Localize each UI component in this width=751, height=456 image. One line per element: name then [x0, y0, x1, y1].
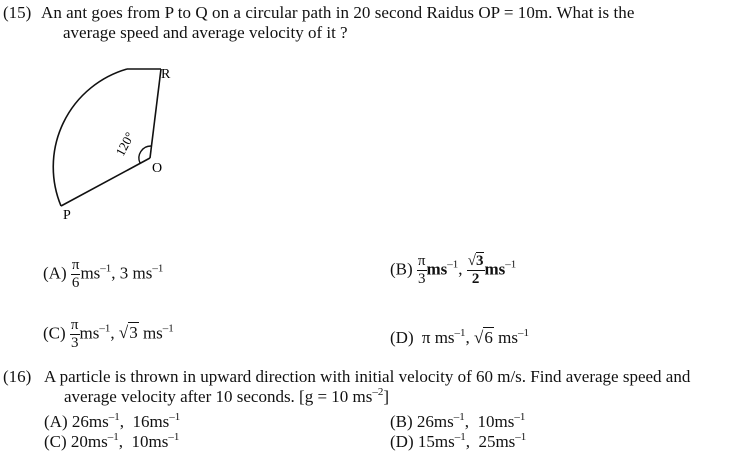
q16-option-c-label: (C) — [44, 432, 67, 451]
label-r: R — [161, 67, 171, 82]
option-b-root-num — [467, 254, 485, 271]
label-p: P — [63, 208, 71, 223]
option-c-unit1: ms — [79, 323, 100, 343]
option-d-unit2: ms — [493, 328, 518, 347]
q16-option-c-sep: , — [118, 432, 124, 451]
option-c-label: (C) — [43, 323, 66, 343]
option-a-label: (A) — [43, 263, 67, 283]
option-d-label: (D) — [390, 328, 414, 347]
sector-arc — [53, 69, 127, 206]
q16-option-a-v2: 16ms — [132, 412, 170, 431]
option-c-root — [119, 323, 139, 343]
q16-stem-line2 — [64, 386, 389, 408]
q16-option-b-v1: 26ms — [416, 412, 454, 431]
option-c-unit2: ms — [138, 323, 163, 343]
option-b-root-symbol: √ — [467, 253, 477, 269]
q15-option-c[interactable] — [43, 318, 174, 351]
q16-option-c-exp2: –1 — [168, 431, 180, 443]
option-b-fraction — [417, 254, 427, 287]
radius-op — [61, 158, 150, 206]
q16-option-a-label: (A) — [44, 412, 68, 431]
q16-option-b-exp2: –1 — [514, 411, 526, 423]
option-b-root-den: 2 — [471, 271, 480, 287]
option-d-exp2: –1 — [517, 327, 529, 339]
option-d-sep: , — [465, 328, 470, 347]
option-a-fraction-num: π — [71, 257, 80, 273]
q15-stem-line2: average speed and average velocity of it ? — [63, 23, 348, 42]
q16-option-a-v1: 26ms — [71, 412, 109, 431]
q16-option-c-v2: 10ms — [131, 432, 169, 451]
q16-option-b[interactable] — [390, 411, 525, 433]
radius-or — [150, 69, 161, 158]
option-b-exp2: –1 — [505, 258, 517, 271]
q16-stem-line2-close: ] — [383, 387, 390, 406]
option-b-sep: , — [458, 259, 463, 279]
option-d-exp1: –1 — [454, 327, 466, 339]
q15-option-d[interactable] — [390, 328, 529, 348]
sector-diagram — [30, 60, 230, 230]
q16-option-a[interactable] — [44, 411, 180, 433]
option-a-fraction — [71, 258, 81, 291]
q16-option-d-exp1: –1 — [454, 431, 466, 443]
option-a-exp1: –1 — [100, 262, 112, 275]
q15-number: (15) — [3, 3, 32, 22]
option-a-sep: , — [111, 263, 116, 283]
option-a-fraction-den: 6 — [71, 275, 80, 291]
option-b-fraction-den: 3 — [417, 271, 426, 287]
option-b-label: (B) — [390, 259, 413, 279]
q16-option-a-exp2: –1 — [169, 411, 181, 423]
option-d-pi: π — [421, 328, 431, 347]
option-c-fraction — [70, 318, 80, 351]
angle-label: 120° — [112, 129, 138, 159]
label-o: O — [152, 161, 163, 176]
option-b-fraction-num: π — [417, 253, 426, 269]
option-c-fraction-den: 3 — [70, 335, 79, 351]
q16-option-d-v1: 15ms — [417, 432, 455, 451]
q16-stem-line1: A particle is thrown in upward direction with initial velocity of 60 m/s. Find average speed and — [44, 367, 691, 386]
q16-option-a-sep: , — [119, 412, 124, 431]
option-c-root-symbol: √ — [118, 323, 129, 343]
q16-option-d[interactable] — [390, 431, 526, 453]
option-a-val2: 3 ms — [119, 263, 153, 283]
q16-option-d-v2: 25ms — [478, 432, 516, 451]
q16-option-c-v1: 20ms — [70, 432, 108, 451]
q15-option-a[interactable] — [43, 258, 163, 291]
option-c-radicand: 3 — [129, 323, 138, 343]
option-a-exp2: –1 — [152, 262, 164, 275]
option-d-root — [474, 328, 494, 348]
option-c-exp2: –1 — [162, 322, 174, 335]
q16-option-d-label: (D) — [390, 432, 414, 451]
q16-option-b-sep: , — [464, 412, 470, 431]
option-c-exp1: –1 — [99, 322, 111, 335]
q16-option-b-label: (B) — [390, 412, 413, 431]
option-b-unit1: ms — [426, 259, 448, 279]
option-c-fraction-num: π — [70, 317, 79, 333]
q16-option-a-exp1: –1 — [108, 411, 120, 423]
option-d-root-symbol: √ — [474, 328, 484, 347]
option-b-root-fraction — [467, 254, 485, 287]
q15-option-b[interactable] — [390, 254, 516, 287]
option-d-radicand: 6 — [484, 328, 493, 347]
option-a-unit1: ms — [80, 263, 101, 283]
q15-stem-line1: An ant goes from P to Q on a circular path in 20 second Raidus OP = 10m. What is the — [41, 3, 635, 22]
q16-option-c[interactable] — [44, 431, 179, 453]
option-b-radicand: 3 — [476, 253, 484, 269]
q16-number: (16) — [3, 367, 32, 386]
option-d-unit1: ms — [430, 328, 455, 347]
q16-stem-line2-text: average velocity after 10 seconds. [g = 10 ms — [64, 387, 373, 406]
q16-stem-line2-exp: –2 — [372, 386, 384, 398]
option-b-unit2: ms — [484, 259, 506, 279]
option-c-sep: , — [110, 323, 115, 343]
option-b-exp1: –1 — [447, 258, 459, 271]
q16-option-b-v2: 10ms — [477, 412, 515, 431]
q16-option-d-exp2: –1 — [515, 431, 527, 443]
q16-option-d-sep: , — [465, 432, 470, 451]
q16-option-b-exp1: –1 — [453, 411, 465, 423]
q16-option-c-exp1: –1 — [107, 431, 119, 443]
